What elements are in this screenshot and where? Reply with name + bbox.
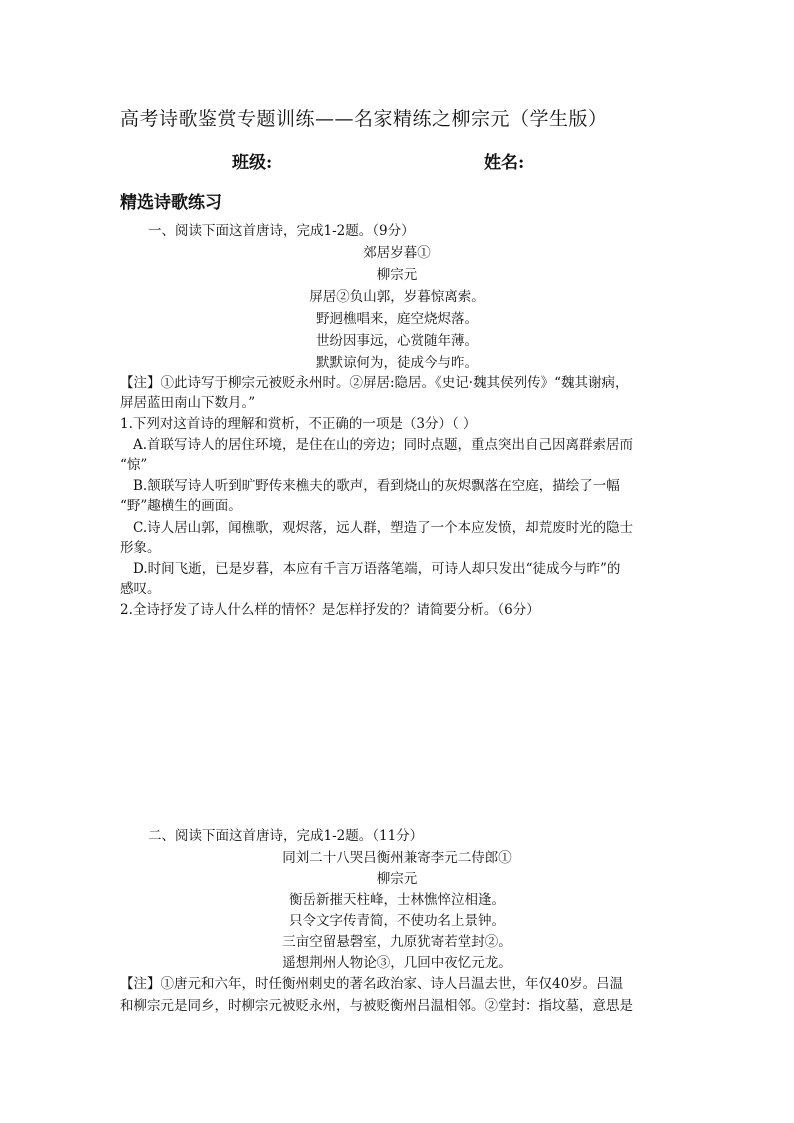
- q2-note-line: 和柳宗元是同乡，时柳宗元被贬永州，与被贬衡州吕温相邻。②堂封：指坟墓，意思是: [120, 998, 633, 1014]
- q2-poem-line: 只令文字传青简，不使功名上景钟。: [289, 913, 505, 929]
- question-1-stem: 1.下列对这首诗的理解和赏析，不正确的一项是（3分）（ ）: [120, 416, 477, 432]
- name-field-label: 姓名:: [484, 153, 525, 173]
- q1-poem-line: 屏居②负山郭，岁暮惊离索。: [309, 289, 485, 305]
- q2-intro: 二、阅读下面这首唐诗，完成1-2题。（11分）: [148, 828, 424, 844]
- q2-note-line: 【注】①唐元和六年，时任衡州刺史的著名政治家、诗人吕温去世，年仅40岁。吕温: [120, 976, 624, 992]
- option-a-line: “惊”: [120, 457, 148, 473]
- q2-poem-line: 衡岳新摧天柱峰，士林憔悴泣相逢。: [289, 892, 505, 908]
- q1-note-line: 屏居蓝田南山下数月。”: [120, 395, 256, 411]
- q1-poem-title: 郊居岁暮①: [363, 245, 431, 261]
- option-b-line: B.颔联写诗人听到旷野传来樵夫的歌声，看到烧山的灰烬飘落在空庭，描绘了一幅: [133, 478, 620, 494]
- q1-poem-line: 野迥樵唱来，庭空烧烬落。: [316, 311, 478, 327]
- class-field-label: 班级:: [232, 153, 273, 173]
- q1-poem-author: 柳宗元: [376, 267, 418, 283]
- option-c-line: 形象。: [120, 540, 161, 556]
- option-d-line: D.时间飞逝，已是岁暮，本应有千言万语落笔端，可诗人却只发出“徒成今与昨”的: [133, 561, 621, 577]
- q2-poem-line: 三亩空留悬磬室，九原犹寄若堂封②。: [282, 934, 512, 950]
- q1-poem-line: 世纷因事远，心赏随年薄。: [316, 333, 478, 349]
- question-2-stem: 2.全诗抒发了诗人什么样的情怀？是怎样抒发的？请简要分析。（6分）: [120, 602, 540, 618]
- option-c-line: C.诗人居山郭，闻樵歌，观烬落，远人群，塑造了一个本应发愤，却荒废时光的隐士: [133, 520, 634, 536]
- option-a-line: A.首联写诗人的居住环境，是住在山的旁边；同时点题，重点突出自己因离群索居而: [133, 437, 634, 453]
- q2-poem-title: 同刘二十八哭吕衡州兼寄李元二侍郎①: [282, 850, 512, 866]
- q2-poem-author: 柳宗元: [376, 871, 418, 887]
- q1-note-line: 【注】①此诗写于柳宗元被贬永州时。②屏居:隐居。《史记·魏其侯列传》“魏其谢病，: [120, 375, 629, 391]
- q2-poem-line: 遥想荆州人物论③，几回中夜忆元龙。: [282, 955, 512, 971]
- q1-poem-line: 默默谅何为，徒成今与昨。: [316, 355, 478, 371]
- section-heading: 精选诗歌练习: [120, 193, 222, 213]
- q1-intro: 一、阅读下面这首唐诗，完成1-2题。（9分）: [148, 223, 415, 239]
- option-b-line: “野”趣横生的画面。: [120, 498, 242, 514]
- option-d-line: 感叹。: [120, 581, 161, 597]
- document-title: 高考诗歌鉴赏专题训练——名家精练之柳宗元（学生版）: [120, 108, 608, 130]
